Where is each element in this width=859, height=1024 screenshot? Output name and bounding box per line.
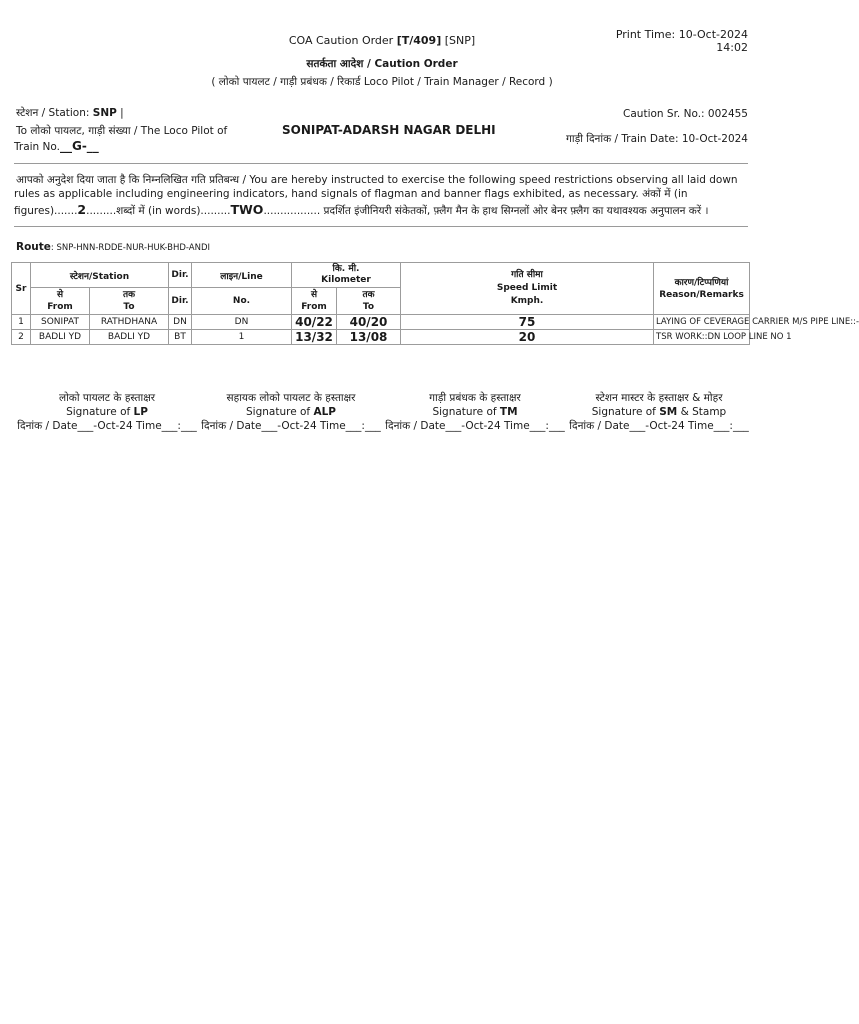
table-row [12, 315, 750, 330]
col-km-from-en: From [301, 302, 327, 312]
restriction-count-words: TWO [230, 202, 264, 217]
instruction-line-2: rules as applicable including engineering indicators, hand signals of flagman and banner flags exhibited, as necessary. अंकों में (in [14, 188, 688, 200]
col-speed-hi: गति सीमा [511, 270, 543, 280]
signature-sm-role: SM [659, 406, 678, 418]
signature-tm-date: दिनांक / Date___-Oct-24 Time___:___ [385, 420, 565, 432]
signature-block-sm [567, 391, 751, 433]
col-speed-limit [401, 263, 654, 315]
col-sr: Sr [12, 263, 31, 315]
col-line: लाइन/Line [192, 263, 292, 288]
signature-alp-date: दिनांक / Date___-Oct-24 Time___:___ [201, 420, 381, 432]
col-dir: Dir. [169, 263, 192, 288]
signature-block-tm [383, 391, 567, 433]
station-code: SNP [92, 107, 117, 119]
signature-tm-hi: गाड़ी प्रबंधक के हस्ताक्षर [429, 392, 521, 404]
instruction-line-3 [14, 202, 708, 218]
col-reason-hi: कारण/टिप्पणियां [674, 277, 729, 288]
restriction-count-figures: 2 [77, 202, 87, 217]
caution-serial: Caution Sr. No.: 002455 [623, 108, 748, 120]
copies-line: ( लोको पायलट / गाड़ी प्रबंधक / रिकार्ड Loco Pilot / Train Manager / Record ) [211, 76, 553, 88]
speed-restriction-table [11, 262, 859, 345]
row-speed-limit: 75 [401, 315, 654, 330]
col-kilometer [292, 263, 401, 288]
col-station-from [31, 288, 90, 315]
signature-alp-prefix: Signature of [246, 406, 314, 418]
row-to-station: RATHDHANA [90, 315, 169, 330]
instruction-line-1: आपको अनुदेश दिया जाता है कि निम्नलिखित गति प्रतिबन्ध / You are hereby instructed to exercise the following speed restrictions observing all laid down [16, 174, 738, 186]
signature-alp-en [199, 405, 383, 419]
route-value: : SNP-HNN-RDDE-NUR-HUK-BHD-ANDI [50, 243, 210, 253]
signature-tm-prefix: Signature of [432, 406, 500, 418]
signature-block-lp [15, 391, 199, 433]
signature-lp-prefix: Signature of [66, 406, 134, 418]
title-pre: COA Caution Order [288, 34, 397, 47]
order-code: [T/409] [396, 34, 442, 47]
divider-top [14, 163, 748, 164]
table-row [12, 330, 750, 345]
row-speed-limit: 20 [401, 330, 654, 345]
row-km-from: 40/22 [292, 315, 337, 330]
signature-sm-prefix: Signature of [591, 406, 660, 418]
signature-alp-hi: सहायक लोको पायलट के हस्ताक्षर [226, 392, 356, 404]
signature-lp-en [15, 405, 199, 419]
col-station-from-en: From [47, 302, 73, 312]
signature-lp-date: दिनांक / Date___-Oct-24 Time___:___ [17, 420, 197, 432]
print-time [616, 28, 748, 54]
col-line-no: No. [192, 288, 292, 315]
signature-tm-en [383, 405, 567, 419]
row-from-station: BADLI YD [31, 330, 90, 345]
table-header-row [12, 263, 750, 288]
document-subtitle: सतर्कता आदेश / Caution Order [306, 58, 458, 70]
col-reason-en: Reason/Remarks [659, 289, 744, 300]
signature-sm-suffix: & Stamp [677, 406, 727, 418]
loco-pilot-line: To लोको पायलट, गाड़ी संख्या / The Loco Pilot of [16, 125, 228, 137]
signature-lp-role: LP [133, 406, 148, 418]
section-name: SONIPAT-ADARSH NAGAR DELHI [282, 123, 496, 137]
col-station-to [90, 288, 169, 315]
row-direction: DN [169, 315, 192, 330]
signature-alp-role: ALP [313, 406, 336, 418]
col-km-to-en: To [362, 302, 375, 312]
station-label: स्टेशन / Station: [16, 107, 93, 119]
route-label: Route [16, 241, 51, 253]
train-number-line [14, 139, 99, 153]
row-line-no: 1 [192, 330, 292, 345]
print-time-clock: 14:02 [716, 41, 748, 54]
col-km-from-hi: से [310, 290, 318, 300]
row-km-to: 40/20 [337, 315, 401, 330]
col-speed-en2: Kmph. [510, 296, 544, 306]
col-station-from-hi: से [56, 290, 64, 300]
col-km-to [337, 288, 401, 315]
row-sr: 2 [12, 330, 31, 345]
signature-block-alp [199, 391, 383, 433]
col-dir-sub: Dir. [169, 288, 192, 315]
row-line-no: DN [192, 315, 292, 330]
figures-prefix: figures)....... [14, 205, 78, 217]
signature-sm-date: दिनांक / Date___-Oct-24 Time___:___ [569, 420, 749, 432]
title-post: [SNP] [441, 34, 476, 47]
signature-tm-role: TM [499, 406, 518, 418]
col-station: स्टेशन/Station [31, 263, 169, 288]
row-direction: BT [169, 330, 192, 345]
col-km-from [292, 288, 337, 315]
col-km-to-hi: तक [362, 290, 375, 300]
signature-lp-hi: लोको पायलट के हस्ताक्षर [58, 392, 156, 404]
signature-sm-hi: स्टेशन मास्टर के हस्ताक्षर & मोहर [595, 392, 723, 404]
station-separator: | [116, 107, 124, 119]
col-speed-en1: Speed Limit [496, 283, 558, 293]
row-to-station: BADLI YD [90, 330, 169, 345]
col-kilometer-en: Kilometer [321, 275, 371, 285]
train-no-label: Train No. [14, 141, 60, 153]
train-date: गाड़ी दिनांक / Train Date: 10-Oct-2024 [565, 133, 748, 145]
signature-sm-en [567, 405, 751, 419]
train-no-value: __G-__ [59, 139, 99, 153]
instruction-tail: ................. प्रदर्शित इंजीनियरी संकेतकों, फ़्लैग मैन के हाथ सिग्नलों ओर बेनर फ़्लैग का यथावश्यक अनुपालन करें । [263, 205, 709, 217]
row-from-station: SONIPAT [31, 315, 90, 330]
route-line [16, 235, 210, 254]
words-prefix: .........शब्दों में (in words)......... [86, 205, 231, 217]
row-reason: LAYING OF CEVERAGE CARRIER M/S PIPE LINE::- [654, 315, 750, 330]
row-reason: TSR WORK::DN LOOP LINE NO 1 [654, 330, 750, 345]
row-sr: 1 [12, 315, 31, 330]
col-reason [654, 263, 750, 315]
col-kilometer-hi: कि. मी. [332, 264, 360, 274]
print-time-date: Print Time: 10-Oct-2024 [615, 28, 748, 41]
row-km-to: 13/08 [337, 330, 401, 345]
col-station-to-hi: तक [122, 290, 136, 300]
station-line [16, 106, 124, 120]
row-km-from: 13/32 [292, 330, 337, 345]
col-station-to-en: To [123, 302, 135, 312]
divider-middle [14, 226, 748, 227]
